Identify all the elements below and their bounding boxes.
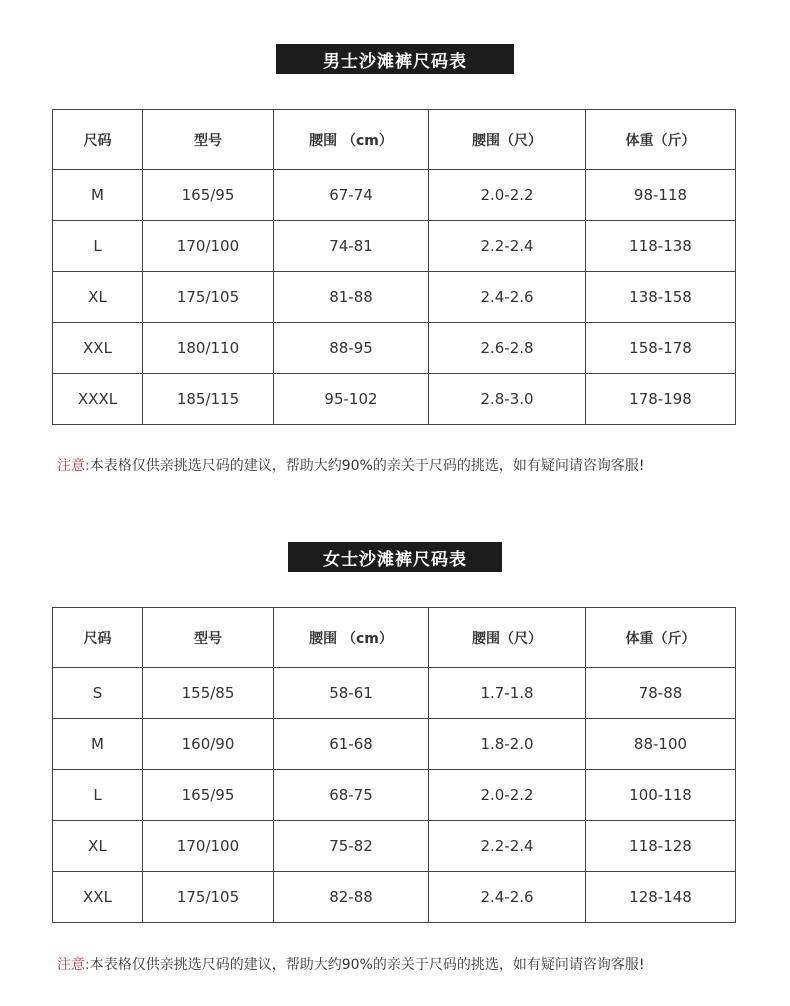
cell-model: 175/105 bbox=[143, 272, 274, 323]
cell-waist-cm: 75-82 bbox=[274, 821, 429, 872]
cell-weight: 100-118 bbox=[586, 770, 736, 821]
cell-waist-chi: 2.4-2.6 bbox=[429, 272, 586, 323]
women-size-note bbox=[57, 954, 644, 974]
cell-weight: 98-118 bbox=[586, 170, 736, 221]
cell-size: XXL bbox=[53, 872, 143, 923]
cell-size: XL bbox=[53, 821, 143, 872]
cell-model: 180/110 bbox=[143, 323, 274, 374]
cell-waist-cm: 58-61 bbox=[274, 668, 429, 719]
cell-waist-chi: 1.8-2.0 bbox=[429, 719, 586, 770]
table-row bbox=[53, 272, 736, 323]
cell-model: 170/100 bbox=[143, 821, 274, 872]
table-row bbox=[53, 323, 736, 374]
cell-model: 160/90 bbox=[143, 719, 274, 770]
cell-waist-cm: 88-95 bbox=[274, 323, 429, 374]
cell-waist-cm: 95-102 bbox=[274, 374, 429, 425]
cell-weight: 78-88 bbox=[586, 668, 736, 719]
header-waist-cm: 腰围 （cm） bbox=[274, 110, 429, 170]
cell-model: 175/105 bbox=[143, 872, 274, 923]
cell-waist-cm: 61-68 bbox=[274, 719, 429, 770]
header-waist-chi: 腰围（尺） bbox=[429, 608, 586, 668]
table-row bbox=[53, 221, 736, 272]
cell-weight: 128-148 bbox=[586, 872, 736, 923]
cell-waist-chi: 2.2-2.4 bbox=[429, 221, 586, 272]
women-size-chart-title: 女士沙滩裤尺码表 bbox=[288, 542, 502, 572]
note-text: 本表格仅供亲挑选尺码的建议，帮助大约90%的亲关于尺码的挑选，如有疑问请咨询客服! bbox=[89, 458, 645, 474]
cell-waist-cm: 68-75 bbox=[274, 770, 429, 821]
cell-size: XXL bbox=[53, 323, 143, 374]
cell-waist-chi: 2.2-2.4 bbox=[429, 821, 586, 872]
women-size-table bbox=[52, 607, 736, 923]
note-label: 注意: bbox=[57, 458, 90, 474]
cell-size: S bbox=[53, 668, 143, 719]
table-row bbox=[53, 821, 736, 872]
header-size: 尺码 bbox=[53, 110, 143, 170]
table-row bbox=[53, 719, 736, 770]
cell-size: XL bbox=[53, 272, 143, 323]
cell-weight: 118-128 bbox=[586, 821, 736, 872]
table-row bbox=[53, 668, 736, 719]
cell-waist-chi: 2.0-2.2 bbox=[429, 770, 586, 821]
cell-model: 185/115 bbox=[143, 374, 274, 425]
men-size-chart-title: 男士沙滩裤尺码表 bbox=[276, 44, 514, 74]
cell-waist-chi: 1.7-1.8 bbox=[429, 668, 586, 719]
cell-weight: 118-138 bbox=[586, 221, 736, 272]
cell-model: 170/100 bbox=[143, 221, 274, 272]
table-row bbox=[53, 170, 736, 221]
cell-size: L bbox=[53, 221, 143, 272]
table-header-row bbox=[53, 110, 736, 170]
men-size-table bbox=[52, 109, 736, 425]
men-size-note bbox=[57, 455, 644, 475]
cell-model: 155/85 bbox=[143, 668, 274, 719]
table-row bbox=[53, 770, 736, 821]
header-waist-chi: 腰围（尺） bbox=[429, 110, 586, 170]
cell-waist-chi: 2.8-3.0 bbox=[429, 374, 586, 425]
cell-weight: 138-158 bbox=[586, 272, 736, 323]
cell-waist-cm: 81-88 bbox=[274, 272, 429, 323]
cell-weight: 88-100 bbox=[586, 719, 736, 770]
header-weight: 体重（斤） bbox=[586, 608, 736, 668]
cell-waist-cm: 74-81 bbox=[274, 221, 429, 272]
table-row bbox=[53, 374, 736, 425]
table-header-row bbox=[53, 608, 736, 668]
cell-waist-chi: 2.0-2.2 bbox=[429, 170, 586, 221]
cell-waist-cm: 67-74 bbox=[274, 170, 429, 221]
note-label: 注意: bbox=[57, 957, 90, 973]
header-model: 型号 bbox=[143, 608, 274, 668]
header-size: 尺码 bbox=[53, 608, 143, 668]
cell-waist-cm: 82-88 bbox=[274, 872, 429, 923]
cell-waist-chi: 2.4-2.6 bbox=[429, 872, 586, 923]
header-waist-cm: 腰围 （cm） bbox=[274, 608, 429, 668]
cell-weight: 158-178 bbox=[586, 323, 736, 374]
table-row bbox=[53, 872, 736, 923]
cell-size: L bbox=[53, 770, 143, 821]
cell-model: 165/95 bbox=[143, 770, 274, 821]
cell-size: M bbox=[53, 170, 143, 221]
header-model: 型号 bbox=[143, 110, 274, 170]
note-text: 本表格仅供亲挑选尺码的建议，帮助大约90%的亲关于尺码的挑选，如有疑问请咨询客服! bbox=[89, 957, 645, 973]
cell-size: M bbox=[53, 719, 143, 770]
header-weight: 体重（斤） bbox=[586, 110, 736, 170]
cell-model: 165/95 bbox=[143, 170, 274, 221]
cell-weight: 178-198 bbox=[586, 374, 736, 425]
cell-waist-chi: 2.6-2.8 bbox=[429, 323, 586, 374]
cell-size: XXXL bbox=[53, 374, 143, 425]
